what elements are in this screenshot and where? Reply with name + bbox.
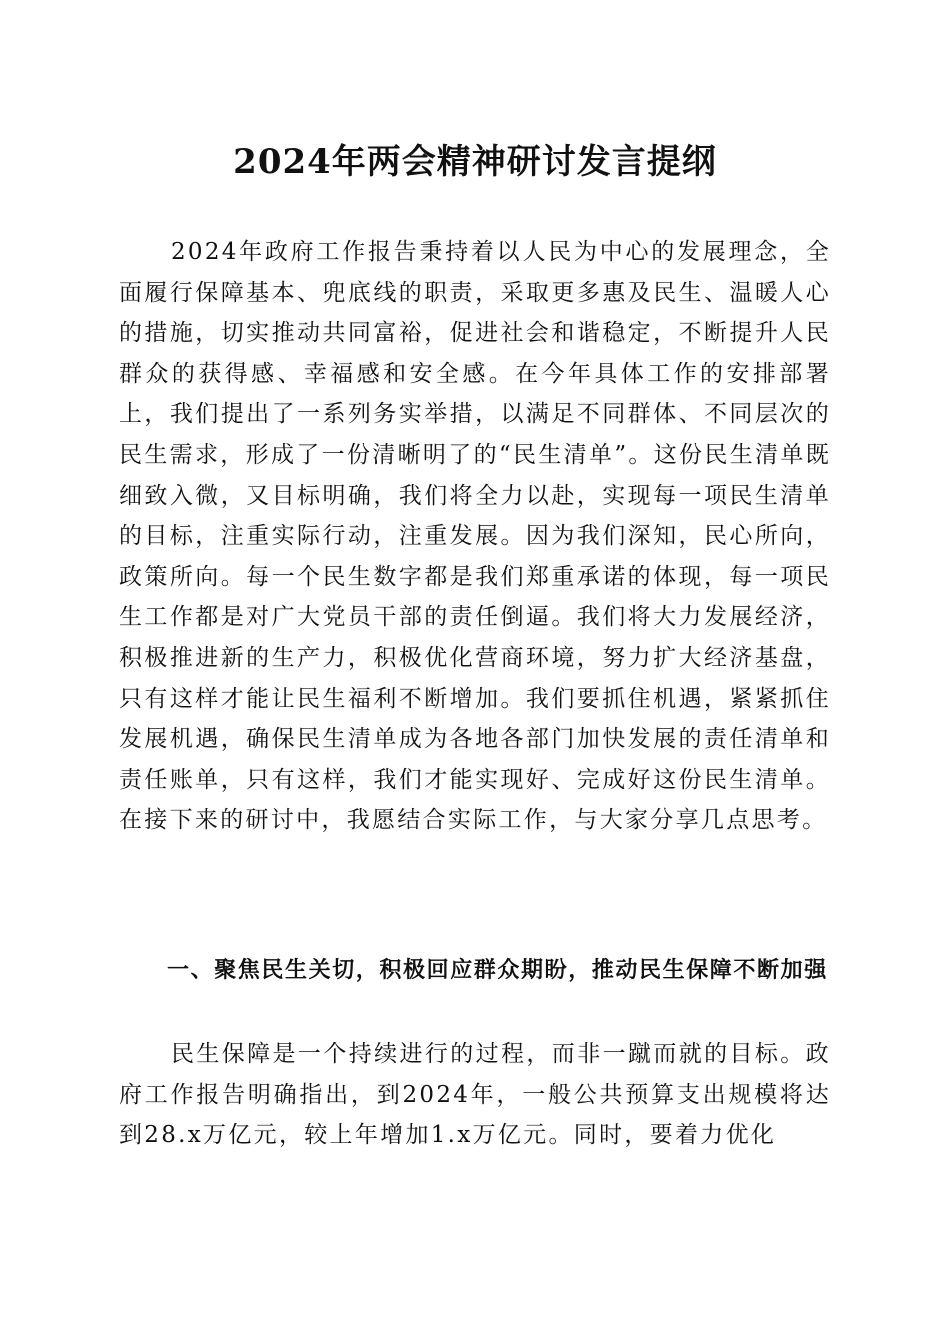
intro-paragraph: 2024年政府工作报告秉持着以人民为中心的发展理念，全面履行保障基本、兜底线的职责，采取更多惠及民生、温暖人心的措施，切实推动共同富裕，促进社会和谐稳定，不断提升人民群众的获得感、幸福感和安全感。在今年具体工作的安排部署上，我们提出了一系列务实举措，以满足不同群体、不同层次的民生需求，形成了一份清晰明了的“民生清单”。这份民生清单既细致入微，又目标明确，我们将全力以赴，实现每一项民生清单的目标，注重实际行动，注重发展。因为我们深知，民心所向，政策所向。每一个民生数字都是我们郑重承诺的体现，每一项民生工作都是对广大党员干部的责任倒逼。我们将大力发展经济，积极推进新的生产力，积极优化营商环境，努力扩大经济基盘，只有这样才能让民生福利不断增加。我们要抓住机遇，紧紧抓住发展机遇，确保民生清单成为各地各部门加快发展的责任清单和责任账单，只有这样，我们才能实现好、完成好这份民生清单。在接下来的研讨中，我愿结合实际工作，与大家分享几点思考。 bbox=[119, 239, 831, 834]
document-title: 2024年两会精神研讨发言提纲 bbox=[233, 142, 717, 182]
section-paragraph: 民生保障是一个持续进行的过程，而非一蹴而就的目标。政府工作报告明确指出，到2024年，一般公共预算支出规模将达到28.x万亿元，较上年增加1.x万亿元。同时，要着力优化 bbox=[119, 1041, 831, 1149]
section-heading: 一、聚焦民生关切，积极回应群众期盼，推动民生保障不断加强 bbox=[167, 958, 828, 983]
